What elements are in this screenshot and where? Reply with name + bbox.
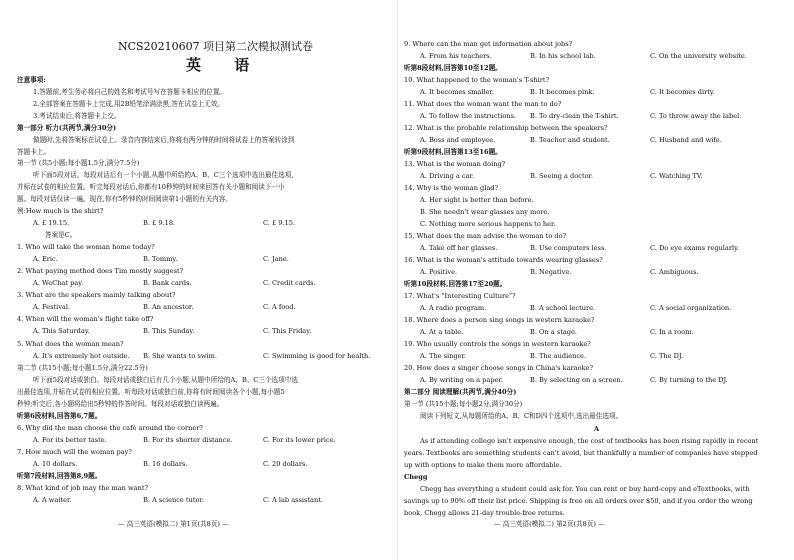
part1-desc-2: 答题卡上。 bbox=[17, 148, 50, 156]
section2-desc-2: 出最佳选项,并标在试卷的相应位置。听每段对话或独白前,你将有时间阅读各个小题,每小题5 bbox=[17, 388, 285, 396]
option-b: B. She wants to swim. bbox=[143, 352, 217, 360]
option-a: A. For its better taste. bbox=[33, 436, 107, 444]
option-c: C. Credit cards. bbox=[263, 279, 316, 287]
paragraph-1-line-3: up with options to make them more affordable. bbox=[404, 461, 562, 469]
part2-section1-desc: 阅读下列短文,从每题所给的A、B、C和D四个选项中,选出最佳选项。 bbox=[420, 412, 623, 420]
option-a: A. The singer. bbox=[420, 352, 466, 360]
option-a: A. Boss and employee. bbox=[420, 136, 496, 144]
question-14-option-c: C. Nothing more serious happens to her. bbox=[420, 220, 556, 228]
page-footer: — 高三英语(模拟二) 第2页(共8页) — bbox=[494, 520, 605, 528]
option-a: A. By writing on a paper. bbox=[420, 376, 503, 384]
option-b: B. £ 9.18. bbox=[143, 219, 176, 227]
option-c: C. For its lower price. bbox=[263, 436, 336, 444]
question-8: 8. What kind of job may the man want? bbox=[17, 484, 149, 492]
paragraph-2-line-1: Chegg has everything a student could ask for. You can rent or buy hard-copy and eTextbooks, with bbox=[420, 485, 750, 493]
option-c: C. A lab assistant. bbox=[263, 496, 323, 504]
section1-desc-1: 听下面5段对话。每段对话后有一个小题,从题中所给的A、B、C三个选项中选出最佳选项, bbox=[33, 171, 294, 179]
option-b: B. Teacher and student. bbox=[530, 136, 610, 144]
paragraph-1-line-1: As if attending college isn't expensive enough, the cost of textbooks has been rising rapidly in recent bbox=[420, 437, 759, 445]
question-16: 16. What is the woman's attitude towards wearing glasses? bbox=[404, 256, 603, 264]
option-b: B. Bank cards. bbox=[143, 279, 192, 287]
option-c: C. This Friday. bbox=[263, 327, 312, 335]
page-footer: — 高三英语(模拟二) 第1页(共8页) — bbox=[118, 520, 229, 528]
paragraph-2-line-3: book, Chegg allows 21-day trouble-free returns. bbox=[404, 509, 565, 517]
option-b: B. The audience. bbox=[530, 352, 587, 360]
question-9: 9. Where can the man get information about jobs? bbox=[404, 40, 573, 48]
option-c: C. Swimming is good for health. bbox=[263, 352, 371, 360]
option-c: C. Watching TV. bbox=[650, 172, 703, 180]
option-a: A. Positive. bbox=[420, 268, 458, 276]
material-6-heading: 听第6段材料,回答第6,7题。 bbox=[17, 412, 102, 420]
option-b: B. It becomes pink. bbox=[530, 88, 595, 96]
question-1: 1. Who will take the woman home today? bbox=[17, 243, 155, 251]
section2-desc-1: 听下面5段对话或独白。每段对话或独白后有几个小题,从题中所给的A、B、C三个选项中选 bbox=[33, 376, 298, 384]
paragraph-1-line-2: years. Textbooks are something students can't avoid, but thankfully a number of companies have stepped bbox=[404, 449, 758, 457]
option-a: A. Driving a car. bbox=[420, 172, 475, 180]
option-a: A. Festival. bbox=[33, 303, 71, 311]
option-c: C. Do eye exams regularly. bbox=[650, 244, 740, 252]
material-9-heading: 听第9段材料,回答第13至16题。 bbox=[404, 148, 502, 156]
option-c: C. The DJ. bbox=[650, 352, 684, 360]
notice-1: 1.答题前,考生务必将自己的姓名和考试号写在答题卡相应的位置。 bbox=[33, 88, 227, 96]
question-4: 4. When will the woman's flight take off? bbox=[17, 315, 154, 323]
option-c: C. A social organization. bbox=[650, 304, 732, 312]
option-a: A. From his teachers. bbox=[420, 52, 492, 60]
section1-heading: 第一节 (共5小题;每小题1.5分,满分7.5分) bbox=[17, 159, 140, 167]
option-b: B. On a stage. bbox=[530, 328, 577, 336]
question-14-option-a: A. Her sight is better than before. bbox=[420, 196, 534, 204]
option-b: B. This Sunday. bbox=[143, 327, 195, 335]
exam-title: NCS20210607 项目第二次模拟测试卷 bbox=[118, 40, 314, 53]
option-c: C. 20 dollars. bbox=[263, 460, 308, 468]
question-10: 10. What happened to the woman's T-shirt? bbox=[404, 76, 550, 84]
notice-heading: 注意事项: bbox=[17, 76, 46, 84]
option-b: B. A science tutor. bbox=[143, 496, 204, 504]
question-3: 3. What are the speakers mainly talking about? bbox=[17, 291, 176, 299]
question-20: 20. How does a singer choose songs in China's karaoke? bbox=[404, 364, 594, 372]
subject-title: 英 语 bbox=[186, 56, 264, 74]
option-c: C. It becomes dirty. bbox=[650, 88, 715, 96]
question-2: 2. What paying method does Tim mostly suggest? bbox=[17, 267, 184, 275]
option-b: B. 16 dollars. bbox=[143, 460, 188, 468]
question-19: 19. Who usually controls the songs in western karaoke? bbox=[404, 340, 591, 348]
part2-heading: 第二部分 阅读理解(共两节,满分40分) bbox=[404, 388, 517, 396]
option-a: A. Eric. bbox=[33, 255, 58, 263]
option-c: C. £ 9.15. bbox=[263, 219, 296, 227]
question-6: 6. Why did the man choose the café around the corner? bbox=[17, 424, 203, 432]
option-c: C. To throw away the label. bbox=[650, 112, 742, 120]
material-7-heading: 听第7段材料,回答第8,9题。 bbox=[17, 472, 102, 480]
option-b: B. An ancestor. bbox=[143, 303, 194, 311]
question-11: 11. What does the woman want the man to do? bbox=[404, 100, 562, 108]
option-b: B. Negative. bbox=[530, 268, 572, 276]
material-8-heading: 听第8段材料,回答第10至12题。 bbox=[404, 64, 502, 72]
option-b: B. To dry-clean the T-shirt. bbox=[530, 112, 619, 120]
option-b: B. By selecting on a screen. bbox=[530, 376, 623, 384]
question-14: 14. Why is the woman glad? bbox=[404, 184, 499, 192]
option-b: B. Tommy. bbox=[143, 255, 178, 263]
example-answer: 答案是C。 bbox=[45, 231, 77, 239]
option-a: A. It's extremely hot outside. bbox=[33, 352, 130, 360]
question-13: 13. What is the woman doing? bbox=[404, 160, 506, 168]
option-a: A. A radio program. bbox=[420, 304, 487, 312]
option-c: C. On the university website. bbox=[650, 52, 747, 60]
passage-label: A bbox=[594, 425, 600, 433]
question-17: 17. What's "Interesting Culture"? bbox=[404, 292, 516, 300]
question-14-option-b: B. She needn't wear glasses any more. bbox=[420, 208, 550, 216]
option-a: A. At a table. bbox=[420, 328, 464, 336]
option-b: B. Use computers less. bbox=[530, 244, 607, 252]
example-question: 例:How much is the shirt? bbox=[17, 207, 104, 215]
option-a: A. £ 19.15. bbox=[33, 219, 70, 227]
page-right bbox=[398, 0, 794, 560]
paragraph-2-line-2: savings up to 90% off their list price. Shipping is free on all orders over $50, and if you order the wrong bbox=[404, 497, 753, 505]
option-c: C. Husband and wife. bbox=[650, 136, 722, 144]
chegg-heading: Chegg bbox=[404, 473, 428, 481]
section1-desc-2: 并标在试卷的相应位置。听完每段对话后,你都有10秒钟的时间来回答有关小题和阅读下一小 bbox=[17, 183, 285, 191]
option-a: A. Take off her glasses. bbox=[420, 244, 498, 252]
part2-section1-heading: 第一节 (共15小题;每小题2分,满分30分) bbox=[404, 400, 523, 408]
option-a: A. This Saturday. bbox=[33, 327, 90, 335]
option-a: A. A waiter. bbox=[33, 496, 72, 504]
question-12: 12. What is the probable relationship between the speakers? bbox=[404, 124, 608, 132]
section2-desc-3: 秒钟;听完后,各小题将给出5秒钟的作答时间。每段对话或独白读两遍。 bbox=[17, 400, 224, 408]
option-b: B. A school lecture. bbox=[530, 304, 596, 312]
option-c: C. In a room. bbox=[650, 328, 694, 336]
part1-desc-1: 做题时,先将答案标在试卷上。录音内容结束后,你将有两分钟的时间将试卷上的答案转涂到 bbox=[33, 136, 295, 144]
section1-desc-3: 题。每段对话仅读一遍。现在,你有5秒钟的时间阅读第1小题的有关内容。 bbox=[17, 195, 232, 203]
option-b: B. For its shorter distance. bbox=[143, 436, 233, 444]
option-a: A. WeChat pay. bbox=[33, 279, 84, 287]
question-15: 15. What does the man advise the woman to do? bbox=[404, 232, 567, 240]
option-a: A. To follow the instructions. bbox=[420, 112, 517, 120]
option-c: C. Ambiguous. bbox=[650, 268, 699, 276]
question-7: 7. How much will the woman pay? bbox=[17, 448, 132, 456]
option-c: C. Jane. bbox=[263, 255, 289, 263]
notice-3: 3.考试结束后,将答题卡上交。 bbox=[33, 112, 121, 120]
option-b: B. Seeing a doctor. bbox=[530, 172, 594, 180]
option-a: A. It becomes smaller. bbox=[420, 88, 494, 96]
option-c: C. A food. bbox=[263, 303, 296, 311]
material-10-heading: 听第10段材料,回答第17至20题。 bbox=[404, 280, 507, 288]
option-c: C. By turning to the DJ. bbox=[650, 376, 728, 384]
option-b: B. In his school lab. bbox=[530, 52, 596, 60]
notice-2: 2.全部答案在答题卡上完成,用2B铅笔涂满涂黑,答在试卷上无效。 bbox=[33, 100, 224, 108]
section2-heading: 第二节 (共15小题;每小题1.5分,满分22.5分) bbox=[17, 364, 148, 372]
question-18: 18. Where does a person sing songs in western karaoke? bbox=[404, 316, 595, 324]
part1-heading: 第一部分 听力(共两节,满分30分) bbox=[17, 124, 117, 132]
question-5: 5. What does the woman mean? bbox=[17, 340, 124, 348]
option-a: A. 10 dollars. bbox=[33, 460, 78, 468]
